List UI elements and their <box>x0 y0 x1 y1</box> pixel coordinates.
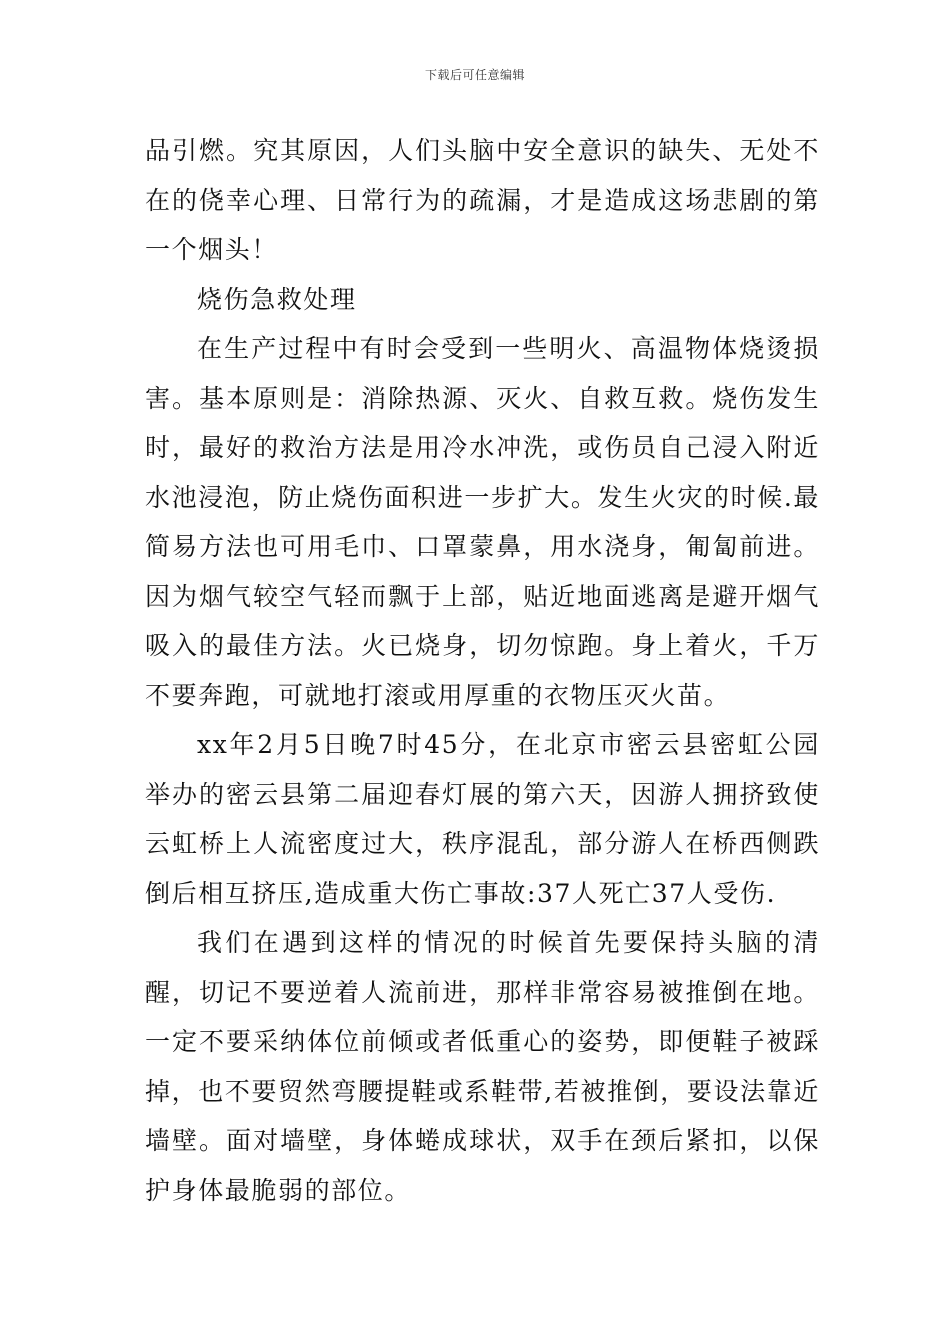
paragraph-stampede-incident: xx年2月5日晚7时45分，在北京市密云县密虹公园举办的密云县第二届迎春灯展的第六天，因游人拥挤致使云虹桥上人流密度过大，秩序混乱，部分游人在桥西侧跌倒后相互挤压,造成重大伤亡事故:37人死亡37人受伤. <box>145 730 820 908</box>
page-header: 下载后可任意编辑 <box>424 68 525 82</box>
paragraph-crowd-safety: 我们在遇到这样的情况的时候首先要保持头脑的清醒，切记不要逆着人流前进，那样非常容易被推倒在地。一定不要采纳体位前倾或者低重心的姿势，即便鞋子被踩掉，也不要贸然弯腰提鞋或系鞋带,若被推倒，要设法靠近墙壁。面对墙壁，身体蜷成球状，双手在颈后紧扣，以保护身体最脆弱的部位。 <box>145 928 820 1205</box>
document-body <box>145 126 820 1215</box>
section-heading-burn-first-aid: 烧伤急救处理 <box>197 284 357 314</box>
paragraph-burn-treatment: 在生产过程中有时会受到一些明火、高温物体烧烫损害。基本原则是：消除热源、灭火、自救互救。烧伤发生时，最好的救治方法是用冷水冲洗，或伤员自己浸入附近水池浸泡，防止烧伤面积进一步扩大。发生火灾的时候.最简易方法也可用毛巾、口罩蒙鼻，用水浇身，匍匐前进。因为烟气较空气轻而飘于上部，贴近地面逃离是避开烟气吸入的最佳方法。火已烧身，切勿惊跑。身上着火，千万不要奔跑，可就地打滚或用厚重的衣物压灭火苗。 <box>145 334 820 710</box>
paragraph-continuation: 品引燃。究其原因，人们头脑中安全意识的缺失、无处不在的侥幸心理、日常行为的疏漏，才是造成这场悲剧的第一个烟头！ <box>145 136 820 264</box>
